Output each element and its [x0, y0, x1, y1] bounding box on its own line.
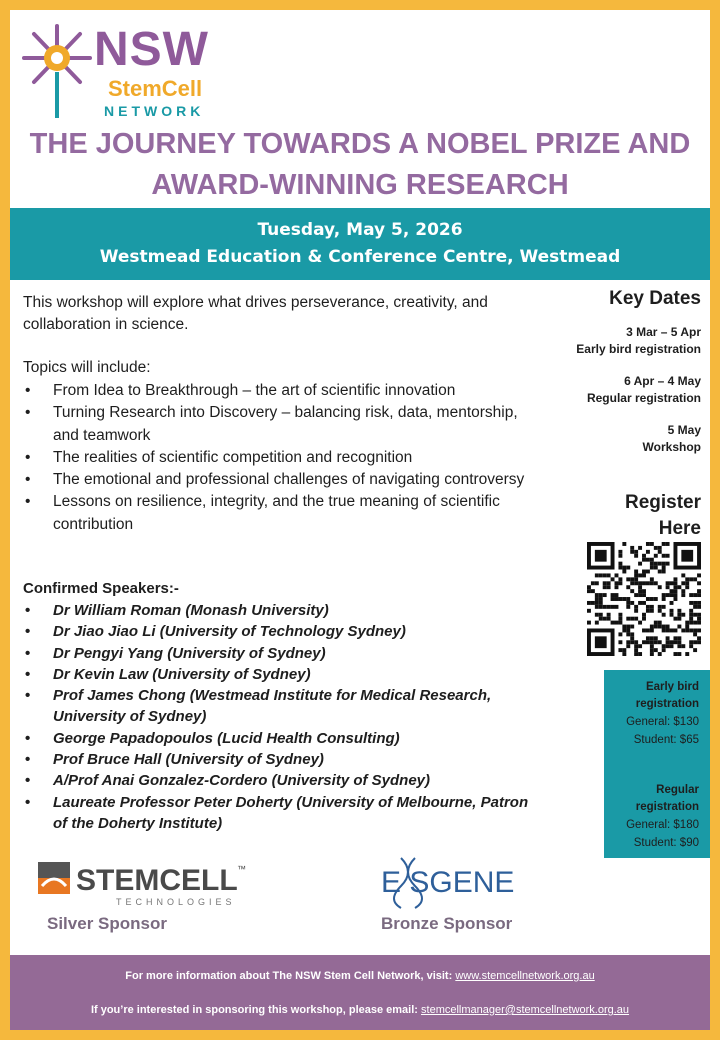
topics-list: [23, 380, 543, 536]
eosgene-logo: [375, 850, 515, 910]
stemcell-logo-trademark: ™: [237, 864, 246, 874]
topic-item: • From Idea to Breakthrough – the art of scientific innovation: [23, 380, 543, 402]
logo-stemcell-text: StemCell: [108, 76, 203, 101]
event-title: [10, 124, 710, 206]
bronze-sponsor-label: Bronze Sponsor: [381, 914, 513, 933]
logo-network-text: NETWORK: [104, 103, 205, 119]
key-date-regular: [587, 373, 701, 407]
speaker-item: • Dr Kevin Law (University of Sydney): [23, 664, 543, 685]
speakers-list: [23, 600, 543, 834]
regular-heading-2: registration: [635, 801, 699, 813]
key-date-label: Early bird registration: [576, 342, 701, 356]
speaker-item: • A/Prof Anai Gonzalez-Cordero (University of Sydney): [23, 770, 543, 791]
speakers-label: Confirmed Speakers:-: [23, 580, 179, 597]
event-title-line-2: AWARD-WINNING RESEARCH: [151, 169, 569, 201]
topic-item: • The realities of scientific competition and recognition: [23, 447, 543, 469]
regular-pricing: [626, 782, 699, 852]
key-date-workshop: [643, 422, 701, 456]
footer-sponsor-line: [10, 1004, 710, 1016]
footer-info-text: For more information about The NSW Stem Cell Network, visit:: [125, 970, 456, 982]
flyer: [10, 10, 710, 1030]
key-dates-title: Key Dates: [609, 288, 701, 309]
registration-qr-code[interactable]: [587, 542, 701, 656]
speaker-item: • Dr Jiao Jiao Li (University of Technology Sydney): [23, 621, 543, 642]
footer-sponsor-text: If you’re interested in sponsoring this workshop, please email:: [90, 1004, 422, 1016]
speaker-item: • Dr William Roman (Monash University): [23, 600, 543, 621]
logo-nsw-text: NSW: [94, 23, 209, 76]
topic-item: • Lessons on resilience, integrity, and the true meaning of scientific contribution: [23, 491, 543, 536]
nsw-stemcell-network-logo: [20, 20, 220, 130]
regular-student-price: Student: $90: [633, 837, 699, 849]
pricing-box: [604, 670, 710, 858]
stemcell-logo-text: STEMCELL: [76, 864, 238, 897]
early-bird-general-price: General: $130: [626, 716, 699, 728]
speaker-item: • Prof Bruce Hall (University of Sydney): [23, 749, 543, 770]
early-bird-heading-1: Early bird: [645, 681, 699, 693]
event-banner: [10, 208, 710, 280]
key-date-range: 6 Apr – 4 May: [624, 374, 701, 388]
footer-info-line: [10, 970, 710, 982]
speaker-item: • Dr Pengyi Yang (University of Sydney): [23, 643, 543, 664]
email-link[interactable]: stemcellmanager@stemcellnetwork.org.au: [421, 1004, 630, 1016]
speaker-item: • George Papadopoulos (Lucid Health Consulting): [23, 728, 543, 749]
event-title-line-1: THE JOURNEY TOWARDS A NOBEL PRIZE AND: [29, 128, 691, 160]
website-link[interactable]: www.stemcellnetwork.org.au: [455, 970, 595, 982]
early-bird-heading-2: registration: [635, 698, 699, 710]
speaker-item: • Prof James Chong (Westmead Institute for Medical Research, University of Sydney): [23, 685, 543, 728]
early-bird-student-price: Student: $65: [633, 734, 699, 746]
speaker-item: • Laureate Professor Peter Doherty (University of Melbourne, Patron of the Doherty Institute): [23, 792, 543, 835]
regular-general-price: General: $180: [626, 819, 699, 831]
key-date-label: Workshop: [642, 440, 701, 454]
topic-item: • The emotional and professional challenges of navigating controversy: [23, 469, 543, 491]
stem-cell-star-icon: [20, 20, 94, 120]
stemcell-logo-subtext: TECHNOLOGIES: [116, 897, 236, 907]
topics-label: Topics will include:: [23, 359, 151, 376]
key-date-early-bird: [576, 324, 701, 358]
regular-heading-1: Regular: [656, 784, 699, 796]
early-bird-pricing: [626, 679, 699, 749]
event-venue: Westmead Education & Conference Centre, Westmead: [99, 247, 621, 267]
key-date-label: Regular registration: [586, 391, 701, 405]
key-date-range: 3 Mar – 5 Apr: [626, 325, 701, 339]
event-date: Tuesday, May 5, 2026: [257, 220, 463, 240]
workshop-intro: This workshop will explore what drives perseverance, creativity, and collaboration in science.: [23, 294, 488, 333]
eosgene-logo-text: E SGENE: [381, 866, 515, 899]
silver-sponsor-label: Silver Sponsor: [47, 914, 167, 933]
stemcell-technologies-logo: [36, 858, 246, 912]
key-date-range: 5 May: [667, 423, 701, 437]
footer: [10, 955, 710, 1030]
topic-item: • Turning Research into Discovery – balancing risk, data, mentorship, and teamwork: [23, 402, 543, 447]
register-here-heading: Register Here: [624, 492, 701, 539]
